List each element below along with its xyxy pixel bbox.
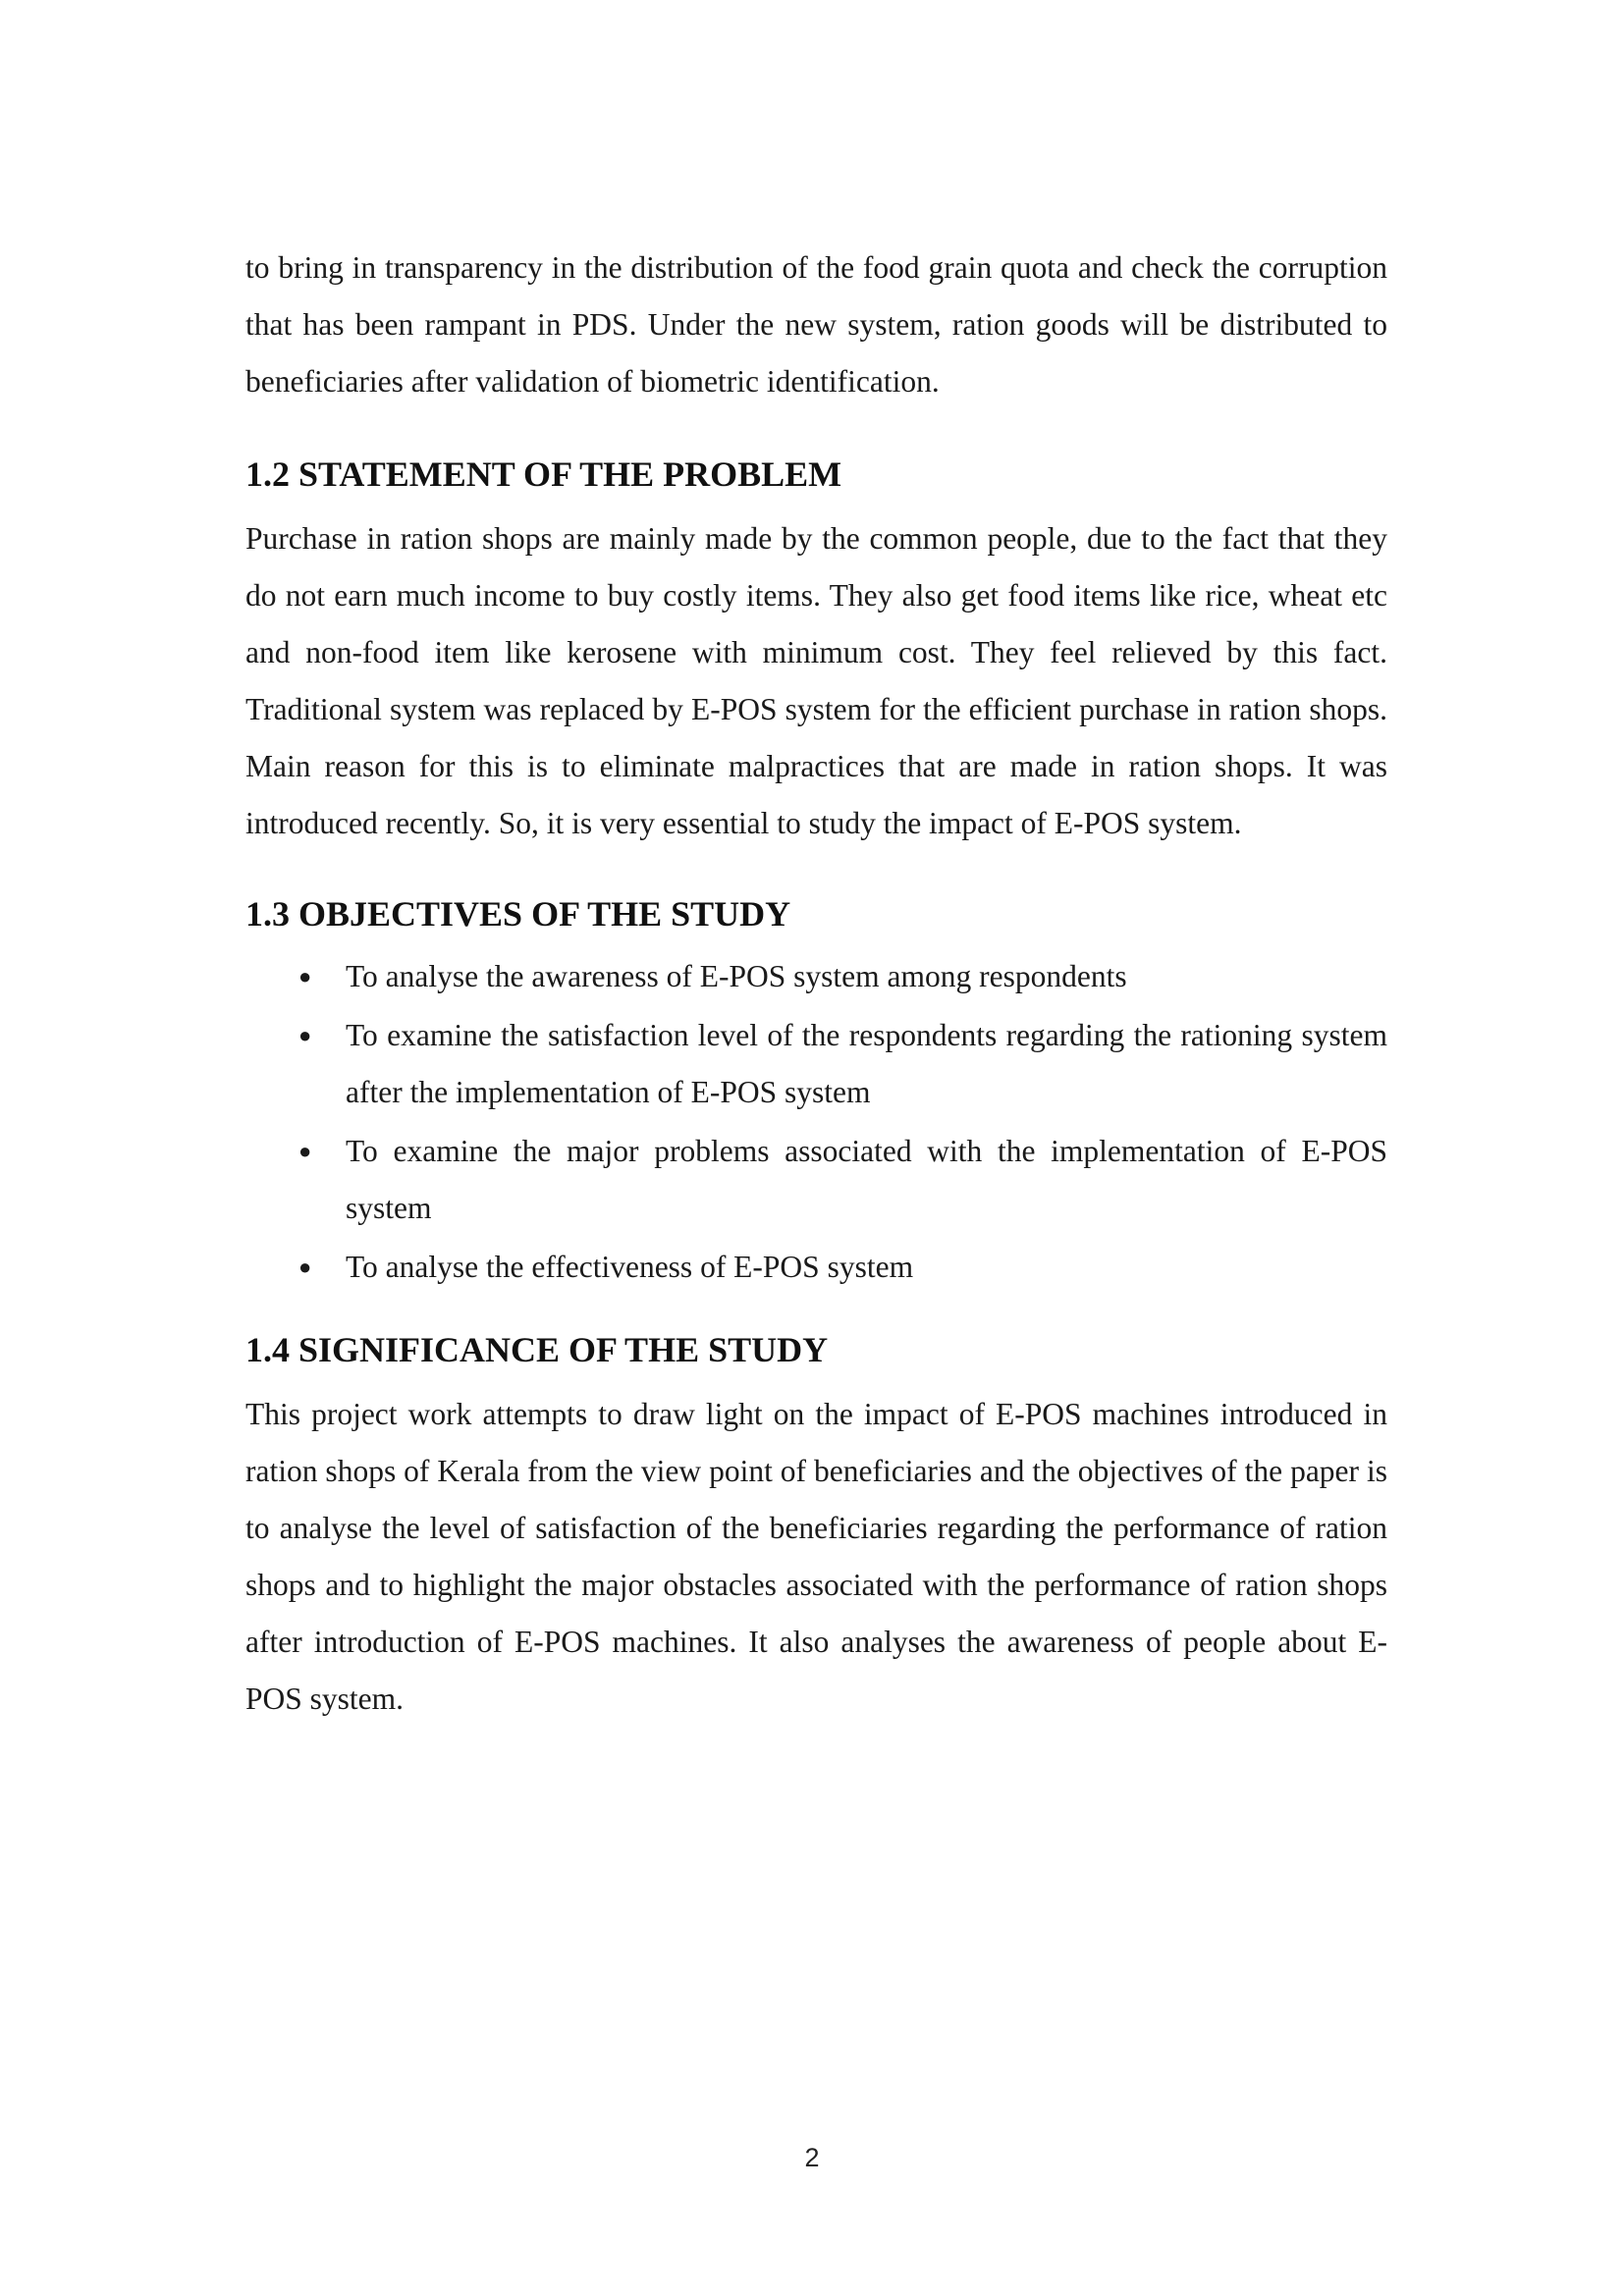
section-heading-objectives: 1.3 OBJECTIVES OF THE STUDY xyxy=(245,894,791,934)
significance-paragraph: This project work attempts to draw light on the impact of E-POS machines introduced in ration shops of Kerala from the view point of beneficiaries and the objectives of the paper is to analyse the level of satisfaction of the beneficiaries regarding the performance of ration shops and to highlight the major obstacles associated with the performance of ration shops after introduction of E-POS machines. It also analyses the awareness of people about E-POS system. xyxy=(245,1397,1387,1716)
bullet-icon: ● xyxy=(298,1139,312,1163)
page-body xyxy=(245,240,1387,1728)
objective-text: To examine the satisfaction level of the respondents regarding the rationing system after the implementation of E-POS system xyxy=(346,1018,1387,1109)
bullet-icon: ● xyxy=(298,1255,312,1279)
page-number: 2 xyxy=(804,2143,820,2172)
objective-text: To examine the major problems associated with the implementation of E-POS system xyxy=(346,1134,1387,1225)
section-heading-statement-of-problem: 1.2 STATEMENT OF THE PROBLEM xyxy=(245,454,842,494)
objective-text: To analyse the awareness of E-POS system among respondents xyxy=(346,959,1127,993)
objective-item xyxy=(245,1239,1387,1296)
bullet-icon: ● xyxy=(298,1023,312,1047)
statement-of-problem-paragraph: Purchase in ration shops are mainly made by the common people, due to the fact that they do not earn much income to buy costly items. They also get food items like rice, wheat etc and non-food item like kerosene with minimum cost. They feel relieved by this fact. Traditional system was replaced by E-POS system for the efficient purchase in ration shops. Main reason for this is to eliminate malpractices that are made in ration shops. It was introduced recently. So, it is very essential to study the impact of E-POS system. xyxy=(245,521,1387,840)
objective-item xyxy=(245,1123,1387,1237)
objectives-list xyxy=(245,948,1387,1296)
objective-item xyxy=(245,1007,1387,1121)
intro-paragraph: to bring in transparency in the distribution of the food grain quota and check the corruption that has been rampant in PDS. Under the new system, ration goods will be distributed to beneficiaries after validation of biometric identification. xyxy=(245,250,1387,399)
objective-text: To analyse the effectiveness of E-POS system xyxy=(346,1250,914,1284)
bullet-icon: ● xyxy=(298,964,312,988)
section-heading-significance: 1.4 SIGNIFICANCE OF THE STUDY xyxy=(245,1330,829,1369)
objective-item xyxy=(245,948,1387,1005)
